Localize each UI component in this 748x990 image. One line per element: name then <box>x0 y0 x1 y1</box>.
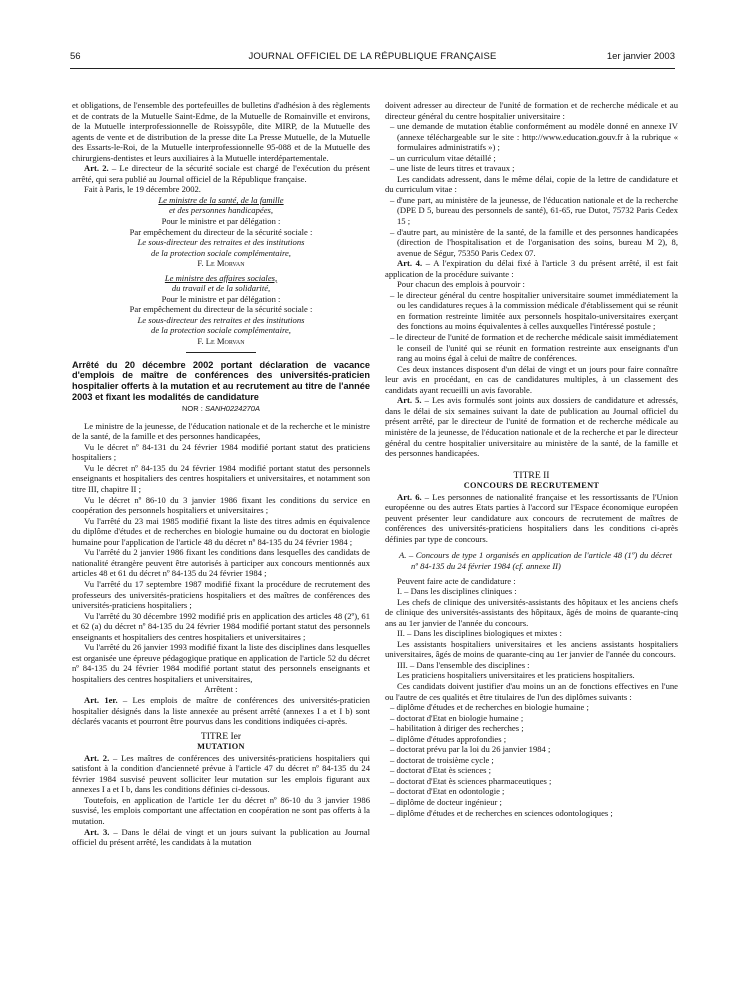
titre-1-subheading: MUTATION <box>197 742 245 752</box>
diploma-item: – doctorat de troisième cycle ; <box>390 754 494 765</box>
left-column <box>72 100 370 848</box>
mutation-article-2 <box>72 753 370 795</box>
list-item: – d'une part, au ministère de la jeunesse, de l'éducation nationale et de la recherche (DPE D 5, bureau des personnels de santé), 61-65, rue Dutot, 75732 Paris Cedex 15 ; <box>390 194 678 227</box>
visa-paragraph: Vu l'arrêté du 30 décembre 1992 modifié pris en application des articles 48 (2º), 61 et 62 (a) du décret nº 84-135 du 24 février 1984 modifié portant statut des personnels enseignants et hospitaliers des centres hospitaliers et universitaires ; <box>72 610 370 642</box>
article-text: – Les emplois de maître de conférences des universités-praticien hospitalier désignés dans la liste annexée au présent arrêté (annexes I a et I b) sont déclarés vacants et pourront être pourvus dans les conditions indiquées ci-après. <box>72 694 370 727</box>
visa-paragraph: Vu l'arrêté du 26 janvier 1993 modifié fixant la liste des disciplines dans lesquelles est organisée une épreuve pédagogique pratique en application de l'article 52 du décret nº 84-135 du 24 février 1984 modifié portant statut des personnels enseignants et hospitaliers des centres hospitaliers et universitaires, <box>72 642 370 684</box>
signature-block-2 <box>72 273 370 347</box>
copy-recipients-list <box>385 195 678 258</box>
delegation-line: Par empêchement du directeur de la sécurité sociale : <box>129 304 313 315</box>
visa-paragraph: Vu le décret nº 86-10 du 3 janvier 1986 fixant les conditions du service en coopération des personnels hospitaliers et universitaires ; <box>72 494 370 516</box>
signatory-name: F. Le Morvan <box>197 336 245 347</box>
article-heading: Art. 5. <box>397 395 422 406</box>
diploma-item: – diplôme de docteur ingénieur ; <box>390 797 502 807</box>
visa-paragraph: Le ministre de la jeunesse, de l'éducation nationale et de la recherche et le ministre de la santé, de la famille et des personnes handicapées, <box>72 420 370 442</box>
article-text: – Les personnes de nationalité française et les ressortissants de l'Union européenne ou des autres Etats parties à l'accord sur l'Espace économique européen peuvent présenter leur candidature aux concours de recrutement de maîtres de conférences des universités-praticiens hospitaliers dans les conditions ci-après définies par type de concours. <box>385 491 678 544</box>
signatory-title: Le sous-directeur des retraites et des institutions <box>137 314 305 325</box>
titre-2-heading: TITRE II <box>513 469 550 481</box>
delegation-line: Par empêchement du directeur de la sécurité sociale : <box>129 226 313 237</box>
diploma-item: – habilitation à diriger des recherches ; <box>390 723 524 734</box>
mutation-article-3 <box>72 827 370 848</box>
signatory-title: Le sous-directeur des retraites et des institutions <box>137 237 305 248</box>
article-6 <box>385 492 678 545</box>
right-column <box>385 100 678 818</box>
section-iii-text: Les praticiens hospitaliers universitaires et les praticiens hospitaliers. <box>397 670 635 681</box>
delegation-line: Pour le ministre et par délégation : <box>161 216 281 227</box>
signatory-title: du travail et de la solidarité, <box>171 283 271 294</box>
article-5 <box>385 395 678 458</box>
list-item: – d'autre part, au ministère de la santé, de la famille et des personnes handicapées (direction de l'hospitalisation et de l'organisation des soins, bureau M 2), 8, avenue de Ségur, 75350 Paris Cedex 07. <box>390 226 678 258</box>
article-text: – Les maîtres de conférences des universités-praticiens hospitaliers qui satisfont à la condition d'ancienneté prévue à l'article 47 du décret nº 84-135 du 24 février 1984 susvisé peuvent solliciter leur mutation sur les emplois figurant aux annexes I a et I b, dans les conditions définies ci-dessous. <box>72 752 370 795</box>
application-documents-list <box>385 121 678 174</box>
diplomas-list <box>385 702 678 818</box>
article-4 <box>385 258 678 279</box>
diploma-item: – doctorat d'Etat ès sciences ; <box>390 765 492 776</box>
visa-paragraph: Vu l'arrêté du 23 mai 1985 modifié fixant la liste des titres admis en équivalence du diplôme d'études et de recherches en biologie humaine ou du doctorat en biologie humaine pour l'application de l'article 48 du décret nº 84-135 du 24 février 1984 ; <box>72 515 370 547</box>
candidats-paragraph: Les candidats adressent, dans le même délai, copie de la lettre de candidature et du curriculum vitae : <box>385 173 678 195</box>
signatory-title: Le ministre de la santé, de la famille <box>158 194 284 205</box>
signatory-title: de la protection sociale complémentaire, <box>151 325 291 336</box>
signatory-title: de la protection sociale complémentaire, <box>151 247 291 258</box>
pour-chacun: Pour chacun des emplois à pourvoir : <box>397 279 525 290</box>
list-item: – une demande de mutation établie conformément au modèle donné en annexe IV (annexe téléchargeable sur le site : http://www.education.gouv.fr à la rubrique « formulaires administratifs ») ; <box>390 121 678 153</box>
diploma-item: – diplôme d'études et de recherches en sciences odontologiques ; <box>390 807 613 818</box>
issue-date: 1er janvier 2003 <box>606 51 675 62</box>
journal-title: JOURNAL OFFICIEL DE LA RÉPUBLIQUE FRANÇAISE <box>248 51 497 62</box>
visa-paragraph: Vu l'arrêté du 2 janvier 1986 fixant les conditions dans lesquelles des candidats de nationalité étrangère peuvent être autorisés à participer aux concours mentionnés aux articles 48 et 61 du décret nº 84-135 du 24 février 1984 ; <box>72 547 370 579</box>
list-item: – le directeur général du centre hospitalier universitaire soumet immédiatement la ou les candidatures reçues à la commission médicale d'établissement qui se réunit en formation restreinte limitée aux personnels hospitalo-universitaires exerçant des fonctions au moins équivalentes à celles auxquelles l'intéressé postule ; <box>390 289 678 332</box>
article-text: – A l'expiration du délai fixé à l'article 3 du présent arrêté, il est fait application de la procédure suivante : <box>385 258 678 279</box>
signature-block-1 <box>72 195 370 269</box>
article-heading: Art. 2. <box>84 163 109 174</box>
procedure-list <box>385 290 678 364</box>
section-ii-heading: II. – Dans les disciplines biologiques et mixtes : <box>397 628 562 639</box>
arrete-title: Arrêté du 20 décembre 2002 portant déclaration de vacance d'emplois de maître de conférences des universités-praticien hospitalier offerts à la mutation et au recrutement au titre de l'année 2003 et fixant les modalités de candidature <box>72 359 370 403</box>
list-item: – un curriculum vitae détaillé ; <box>390 152 496 163</box>
visa-paragraph: Vu le décret nº 84-131 du 24 février 1984 modifié portant statut des praticiens hospitaliers ; <box>72 441 370 463</box>
page-number: 56 <box>70 51 81 62</box>
visas-list <box>72 421 370 685</box>
article-heading: Art. 1er. <box>84 694 118 705</box>
article-heading: Art. 4. <box>397 258 423 269</box>
titre-2-subheading: CONCOURS DE RECRUTEMENT <box>463 481 600 491</box>
list-item: – le directeur de l'unité de formation et de recherche médicale saisit immédiatement le conseil de l'unité qui se réunit en formation restreinte aux enseignants d'un rang au moins égal à celui de maître de conférences. <box>390 332 678 364</box>
separator-rule <box>186 352 256 353</box>
diploma-item: – doctorat d'Etat en odontologie ; <box>390 786 505 797</box>
section-a-heading: A. – Concours de type 1 organisés en application de l'article 48 (1º) du décret nº 84-135 du 24 février 1984 (cf. annexe II) <box>399 550 672 571</box>
continued-paragraph: doivent adresser au directeur de l'unité de formation et de recherche médicale et au directeur général du centre hospitalier universitaire : <box>385 100 678 121</box>
arretent: Arrêtent : <box>204 684 238 695</box>
article-text: – Les avis formulés sont joints aux dossiers de candidature et adressés, dans le délai de six semaines suivant la date de publication au Journal officiel du présent arrêté, par le directeur de l'unité de formation et de recherche médicale au ministère de la jeunesse, de l'éducation nationale et de la recherche et par le directeur général du centre hospitalier universitaire au ministère de la santé, de la famille et des personnes handicapées. <box>385 395 678 459</box>
signatory-title: et des personnes handicapées, <box>168 205 274 216</box>
diploma-item: – doctorat d'Etat en biologie humaine ; <box>390 712 524 723</box>
section-i-text: Les chefs de clinique des universités-assistants des hôpitaux et les anciens chefs de clinique des universités-assistants des hôpitaux, âgés de moins de quarante-cinq ans au 1er janvier de l'année du concours. <box>385 596 678 628</box>
continued-paragraph: et obligations, de l'ensemble des portefeuilles de bulletins d'adhésion à des règlements et de contrats de la Mutuelle Saint-Edme, de la Mutuelle de Romainville et environs, de la Mutuelle interprofessionnelle de Roissypôle, dite MIRP, de la Mutuelle des agents de vente et de distribution de la presse dite La Presse Mutuelle, de la Mutuelle des Essarts-le-Roi, de la Mutuelle interprofessionnelle 95-088 et de la Mutuelle des chirurgiens-dentistes et leurs auxiliaires à la Mutuelle interdépartementale. <box>72 100 370 163</box>
diploma-item: – diplôme d'études et de recherches en biologie humaine ; <box>390 702 589 713</box>
peuvent-faire-acte: Peuvent faire acte de candidature : <box>397 575 516 586</box>
nor-reference <box>72 404 370 415</box>
diploma-item: – diplôme d'études approfondies ; <box>390 733 507 744</box>
article-text: – Le directeur de la sécurité sociale est chargé de l'exécution du présent arrêté, qui sera publié au Journal officiel de la République française. <box>72 163 371 184</box>
nor-code: SANH0224270A <box>204 404 260 414</box>
article-text: – Dans le délai de vingt et un jours suivant la publication au Journal officiel du présent arrêté, les candidats à la mutation <box>72 826 370 848</box>
section-iii-heading: III. – Dans l'ensemble des disciplines : <box>397 659 530 670</box>
page-header <box>70 52 675 66</box>
article-2 <box>72 163 370 184</box>
article-1 <box>72 695 370 727</box>
article-heading: Art. 2. <box>84 752 110 763</box>
conditions-paragraph: Ces candidats doivent justifier d'au moins un an de fonctions effectives en l'une ou l'autre de ces qualités et être titulaires de l'un des diplômes suivants : <box>385 680 678 702</box>
visa-paragraph: Vu l'arrêté du 17 septembre 1987 modifié fixant la procédure de recrutement des professeurs des universités-praticiens hospitaliers et des maîtres de conférences des universités-praticiens hospitaliers ; <box>72 578 370 611</box>
list-item: – une liste de leurs titres et travaux ; <box>390 163 515 174</box>
visa-paragraph: Vu le décret nº 84-135 du 24 février 1984 modifié portant statut des personnels enseignants et hospitaliers des centres hospitaliers et universitaires, et notamment son titre III, chapitre II ; <box>72 462 370 495</box>
article-heading: Art. 6. <box>397 491 422 502</box>
signatory-name: F. Le Morvan <box>197 258 245 269</box>
section-i-heading: I. – Dans les disciplines cliniques : <box>397 586 517 597</box>
deux-instances-paragraph: Ces deux instances disposent d'un délai de vingt et un jours pour faire connaître leur avis en procédant, en cas de candidatures multiples, à un classement des candidats ayant recueilli un avis favorable. <box>385 363 678 395</box>
diploma-item: – doctorat d'Etat ès sciences pharmaceutiques ; <box>390 775 552 786</box>
nor-label: NOR : <box>182 404 205 414</box>
delegation-line: Pour le ministre et par délégation : <box>161 293 281 304</box>
section-ii-text: Les assistants hospitaliers universitaires et les anciens assistants hospitaliers universitaires, âgés de moins de quarante-cinq au 1er janvier de l'année du concours. <box>385 638 678 660</box>
article-heading: Art. 3. <box>84 826 110 837</box>
diploma-item: – doctorat prévu par la loi du 26 janvier 1984 ; <box>390 744 551 755</box>
toutefois-paragraph: Toutefois, en application de l'article 1er du décret nº 86-10 du 3 janvier 1986 susvisé, les emplois comportant une affectation en coopération ne sont pas offerts à la mutation. <box>72 794 370 826</box>
header-rule <box>70 68 675 69</box>
fait-a-paris: Fait à Paris, le 19 décembre 2002. <box>84 184 201 195</box>
signatory-title: Le ministre des affaires sociales, <box>164 272 278 283</box>
titre-1-heading: TITRE Ier <box>200 730 242 742</box>
